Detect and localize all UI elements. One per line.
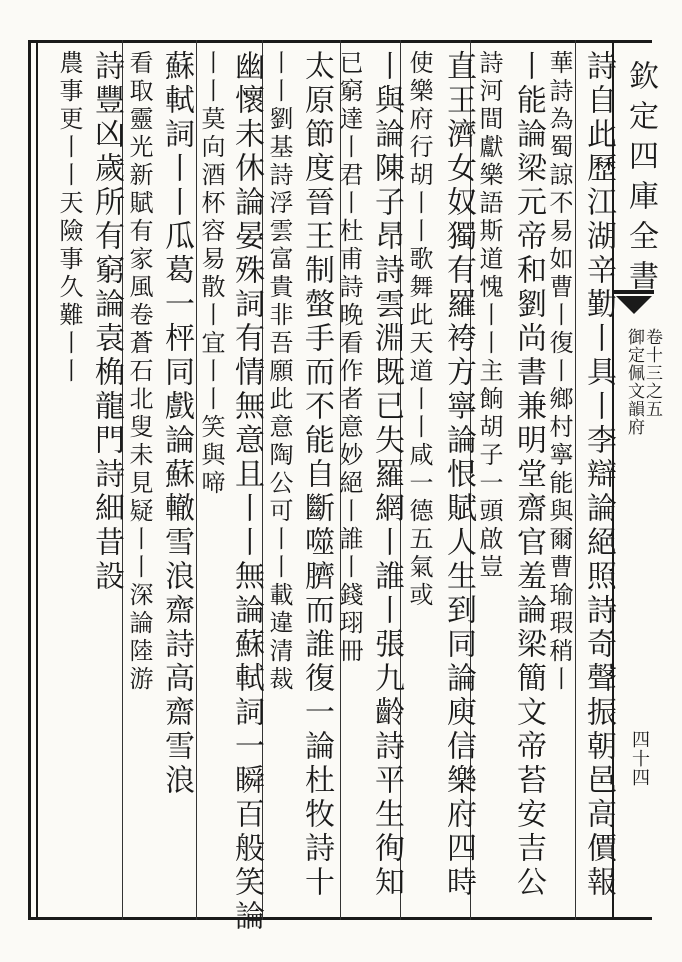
text-column: 已窮達丨君丨杜甫詩晚看作者意妙絕丨誰丨錢珝冊 xyxy=(335,50,363,666)
column-rule xyxy=(575,40,576,920)
text-column: 直王濟女奴獨有羅袴方寧論恨賦人生到同論庾信樂府四時 xyxy=(441,50,476,900)
text-column: 詩河間獻樂語斯道愧丨丨主餉胡子一頭啟豈 xyxy=(475,50,503,582)
frame-inner-rule xyxy=(36,40,38,920)
text-column: 丨能論梁元帝和劉尚書兼明堂齋官羞論梁簡文帝苔安吉公 xyxy=(511,50,546,900)
text-column: 詩自此歷江湖辛勤丨具丨李辯論絕照詩奇聲振朝邑高價報 xyxy=(581,50,616,900)
text-column: 華詩為蜀諒不易如曹丨復丨鄉村寧能與爾曹瑜瑕稍丨 xyxy=(545,50,573,694)
text-column: 蘇軾詞丨丨瓜葛一枰同戲論蘇轍雪浪齋詩高齋雪浪 xyxy=(159,50,194,798)
text-column: 看取靈光新賦有家風卷蒼石北叟未見疑丨丨深論陸游 xyxy=(125,50,153,694)
text-column: 農事更丨丨天險事久難丨丨 xyxy=(55,50,83,386)
text-column: 詩豐凶歲所有窮論袁桷龍門詩細昔設 xyxy=(89,50,124,594)
book-title: 欽定四庫全書 xyxy=(623,60,658,300)
text-column: 幽懷未休論晏殊詞有情無意且丨丨無論蘇軾詞一瞬百般笑論 xyxy=(229,50,264,934)
text-column: 丨與論陳子昂詩雲淵既已失羅網丨誰丨張九齡詩平生徇知 xyxy=(369,50,404,900)
volume-label: 卷十三之五 xyxy=(642,328,662,418)
text-column: 丨丨劉基詩浮雲富貴非吾願此意陶公可丨丨載違清裁 xyxy=(265,50,293,694)
text-column: 使樂府行胡丨丨歌舞此天道丨丨咸一德五氣或 xyxy=(405,50,433,610)
book-name: 御定佩文韻府 xyxy=(624,328,644,436)
page-number: 四十四 xyxy=(629,730,650,787)
text-column: 太原節度晉王制螫手而不能自斷噬臍而誰復一論杜牧詩十 xyxy=(299,50,334,900)
text-column: 丨丨莫向酒杯容易散丨宜丨丨笑與啼 xyxy=(197,50,225,498)
